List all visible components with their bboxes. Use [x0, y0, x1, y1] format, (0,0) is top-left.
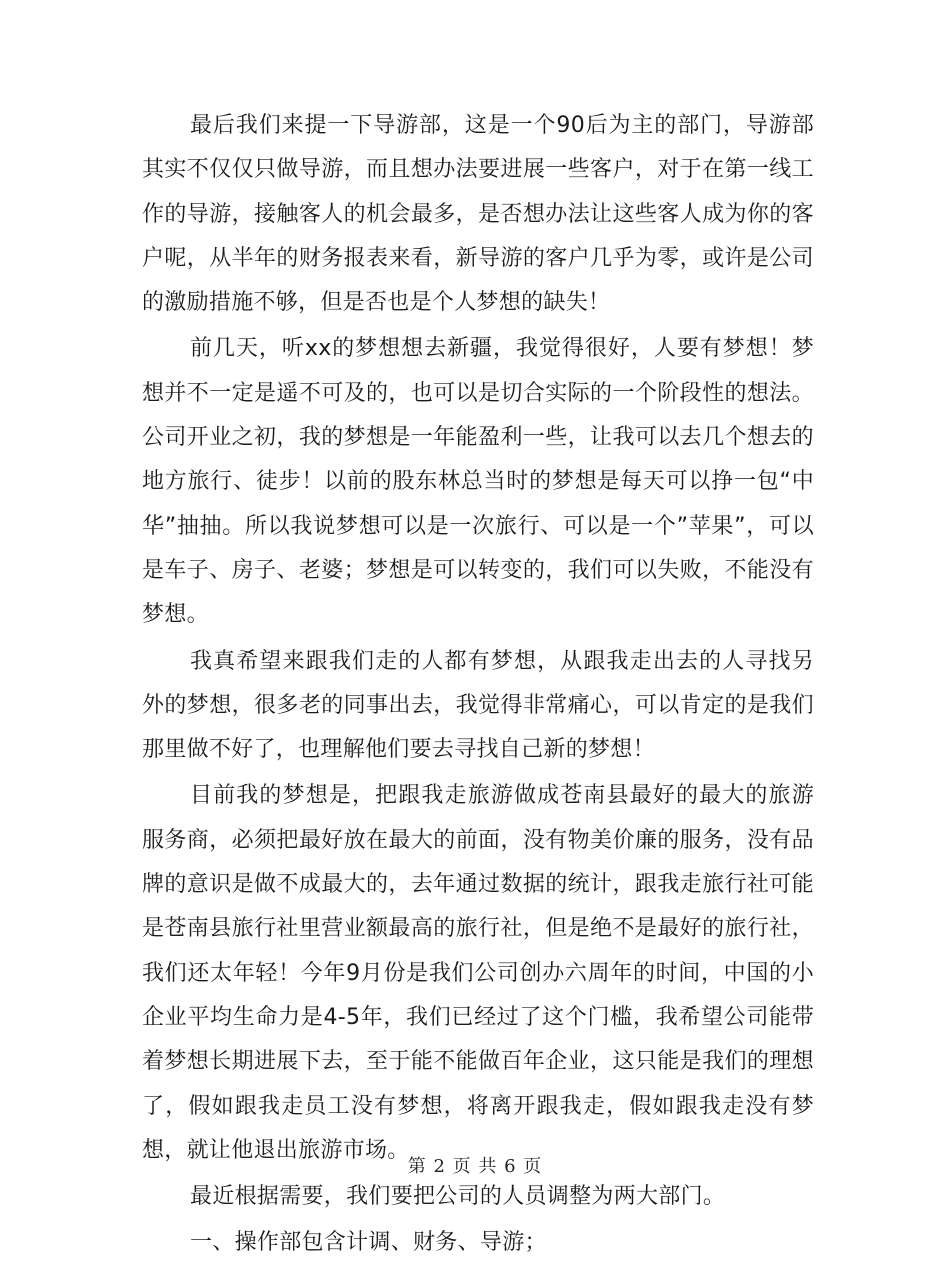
page-number-footer: 第 2 页 共 6 页 [407, 1156, 543, 1177]
paragraph-hope: 我真希望来跟我们走的人都有梦想，从跟我走出去的人寻找另外的梦想，很多老的同事出去，我觉得非常痛心，可以肯定的是我们那里做不好了，也理解他们要去寻找自己新的梦想！ [142, 648, 814, 763]
document-body [142, 104, 814, 1268]
paragraph-restructure: 最近根据需要，我们要把公司的人员调整为两大部门。 [190, 1184, 726, 1210]
paragraph-current-dream: 目前我的梦想是，把跟我走旅游做成苍南县最好的最大的旅游服务商，必须把最好放在最大的前面，没有物美价廉的服务，没有品牌的意识是做不成最大的，去年通过数据的统计，跟我走旅行社可能是苍南县旅行社里营业额最高的旅行社，但是绝不是最好的旅行社，我们还太年轻！今年9月份是我们公司创办六周年的时间，中国的小企业平均生命力是4-5年，我们已经过了这个门槛，我希望公司能带着梦想长期进展下去，至于能不能做百年企业，这只能是我们的理想了，假如跟我走员工没有梦想，将离开跟我走，假如跟我走没有梦想，就让他退出旅游市场。 [142, 783, 814, 1163]
paragraph-operations-dept: 一、操作部包含计调、财务、导游； [190, 1230, 547, 1256]
paragraph-guide-department: 最后我们来提一下导游部，这是一个90后为主的部门，导游部其实不仅仅只做导游，而且想办法要进展一些客户，对于在第一线工作的导游，接触客人的机会最多，是否想办法让这些客人成为你的客户呢，从半年的财务报表来看，新导游的客户几乎为零，或许是公司的激励措施不够，但是否也是个人梦想的缺失！ [142, 113, 814, 316]
paragraph-dreams: 前几天，听xx的梦想想去新疆，我觉得很好，人要有梦想！梦想并不一定是遥不可及的，也可以是切合实际的一个阶段性的想法。公司开业之初，我的梦想是一年能盈利一些，让我可以去几个想去的地方旅行、徒步！以前的股东林总当时的梦想是每天可以挣一包“中华”抽抽。所以我说梦想可以是一次旅行、可以是一个”苹果”，可以是车子、房子、老婆；梦想是可以转变的，我们可以失败，不能没有梦想。 [142, 336, 814, 628]
